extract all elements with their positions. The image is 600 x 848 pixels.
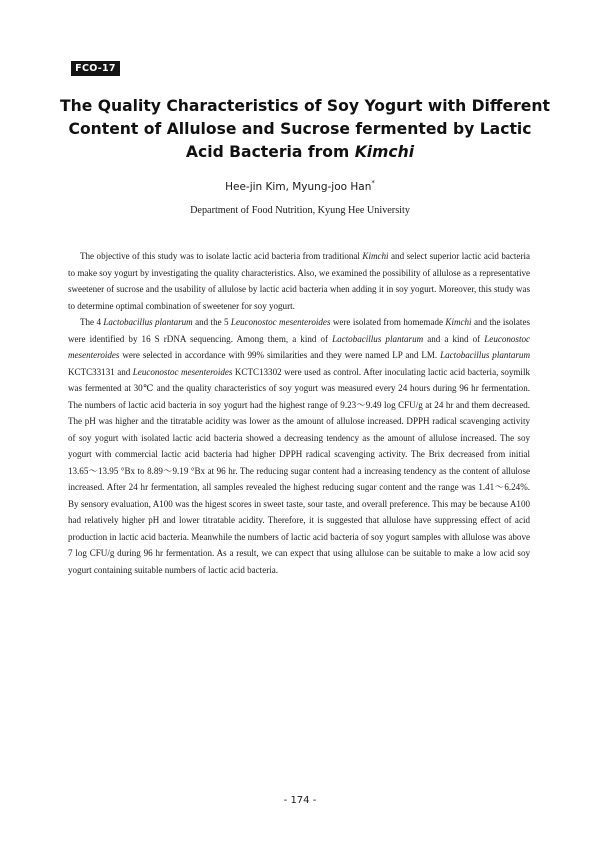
text-run: KCTC13302 were used as control. After inoculating lactic acid bacteria, soymilk was fermented at 30℃ and the quality characteristics of soy yogurt was measured every 24 hours during 96 hr fermentation. The numbers of lactic acid bacteria in soy yogurt had the highest range of 9.23～9.49 log CFU/g at 24 hr and them decreased. The pH was higher and the titratable acidity was lower as the amount of allulose increased. DPPH radical scavenging activity of soy yogurt with isolated lactic acid bacteria showed a decreasing tendency as the amount of allulose increased. The soy yogurt with commercial lactic acid bacteria had higher DPPH radical scavenging activity. The Brix decreased from initial 13.65～13.95 °Bx to 8.89～9.19 °Bx at 96 hr. The reducing sugar content had a increasing tendency as the content of allulose increased. After 24 hr fermentation, all samples revealed the highest reducing sugar content and the range was 1.41～6.24%. By sensory evaluation, A100 was the higest scores in sweet taste, sour taste, and overall preference. This may be because A100 had relatively higher pH and lower titratable acidity. Therefore, it is suggested that allulose have suppressing effect of acid production in lactic acid bacteria. Meanwhile the numbers of lactic acid bacteria of soy yogurt samples with allulose was above 7 log CFU/g during 96 hr fermentation. As a result, we can expect that using allulose can be suitable to make a low acid soy yogurt containing suitable numbers of lactic acid bacteria. (68, 366, 530, 575)
italic-term: Leuconostoc mesenteroides (132, 366, 233, 377)
title-line-2: Content of Allulose and Sucrose fermented by Lactic (68, 120, 532, 138)
text-run: and the isolates were identified by 16 S rDNA sequencing. Among them, a kind of (68, 317, 530, 344)
author-names: Hee-jin Kim, Myung-joo Han (225, 181, 372, 193)
author-affiliation: Department of Food Nutrition, Kyung Hee University (190, 205, 410, 216)
abstract-paragraph-1 (68, 248, 530, 314)
session-code-badge: FCO-17 (71, 61, 120, 76)
title-line-3-text: Acid Bacteria from (185, 143, 355, 161)
title-line-1: The Quality Characteristics of Soy Yogurt with Different (60, 97, 550, 115)
paper-title (60, 95, 550, 164)
italic-term: Lactobacillus plantarum (440, 350, 530, 360)
author-list (60, 180, 540, 194)
italic-term: Kimchi (445, 317, 472, 327)
text-run: were isolated from homemade (330, 317, 446, 327)
page-number: - 174 - (283, 795, 317, 806)
corresponding-author-mark: * (371, 179, 375, 187)
abstract (68, 248, 530, 578)
italic-term: Leuconostoc mesenteroides (230, 317, 331, 327)
text-run: and the 5 (192, 317, 231, 327)
text-run: were selected in accordance with 99% similarities and they were named LP and LM. (119, 350, 441, 360)
text-run: KCTC33131 and (68, 366, 133, 377)
italic-term: Kimchi (362, 251, 389, 261)
italic-term: Leuconostoc mesenteroides (68, 333, 530, 360)
title-line-3 (60, 141, 540, 164)
italic-term: Lactobacillus plantarum (103, 317, 193, 327)
abstract-paragraph-2 (68, 314, 530, 578)
italic-term: Lactobacillus plantarum (332, 333, 424, 344)
text-run: The 4 (80, 317, 104, 327)
text-run: The objective of this study was to isolate lactic acid bacteria from traditional (80, 251, 363, 261)
text-run: and a kind of (423, 333, 485, 344)
text-run: and select superior lactic acid bacteria to make soy yogurt by investigating the quality characteristics. Also, we examined the possibility of allulose as a representative sweetener of sucrose and the usability of allulose by lactic acid bacteria when adding it in soy yogurt. Moreover, this study was to determine optimal combination of sweetener for soy yogurt. (68, 251, 530, 311)
title-kimchi-italic: Kimchi (354, 143, 415, 161)
